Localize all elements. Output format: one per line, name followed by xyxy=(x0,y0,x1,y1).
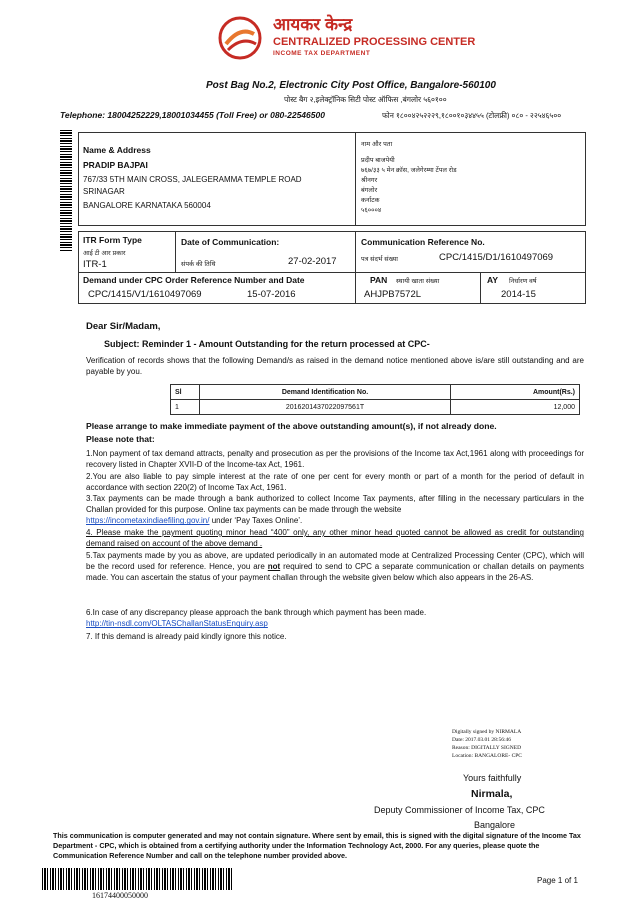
table-header-row xyxy=(171,385,580,400)
vertical-barcode xyxy=(60,130,72,252)
verification-text: Verification of records shows that the following Demand/s as raised in the demand notice mentioned above is/are still outstanding and are payable by you. xyxy=(86,356,584,377)
ay-label: AY xyxy=(487,275,499,285)
taxpayer-name: PRADIP BAJPAI xyxy=(83,160,148,170)
note-4: 4. Please make the payment quoting minor head “400” only, any other minor head quoted cannot be allowed as credit for outstanding demand raised on account of the above demand . xyxy=(86,528,584,549)
note-6-text: 6.In case of any discrepancy please approach the bank through which payment has been made. xyxy=(86,608,427,617)
itr-label-hindi: आई टी आर प्रकार xyxy=(83,250,126,257)
telephone-hindi: फोन १८००४२५२२२९,१८००१०३४४५५ (टोलफ्री) ०८० - २२५४६५०० xyxy=(382,111,562,120)
cpc-address: Post Bag No.2, Electronic City Post Office, Bangalore-560100 xyxy=(206,80,496,91)
logo-hindi-title: आयकर केन्द्र xyxy=(273,15,353,34)
date-box xyxy=(175,231,356,273)
demand-order-box xyxy=(78,272,356,304)
note-5-text-a: 5.Tax payments made by you as above, are updated periodically in an automated mode at Centralized Processing Center (CPC), which will be the record used for reference. Hence, you are xyxy=(86,551,584,572)
address-line-4-hindi: कर्नाटक xyxy=(361,197,380,204)
col-amount-header: Amount(Rs.) xyxy=(451,385,580,400)
page-number: Page 1 of 1 xyxy=(537,876,578,885)
footer-note: This communication is computer generated and may not contain signature. Where sent by email, this is signed with the digital signature of the Income Tax Department - CPC, which is obtained from a certifying authority under the Information Technology Act, 2000. For any queries, please quote the Communication Reference Number and call on the telephone number provided above. xyxy=(53,831,581,860)
comm-ref-box xyxy=(355,231,586,273)
note-3-tail: under ‘Pay Taxes Online’. xyxy=(209,516,303,526)
logo-swirl-icon xyxy=(218,16,262,60)
telephone: Telephone: 18004252229,18001034455 (Toll Free) or 080-22546500 xyxy=(60,110,325,120)
footer-barcode xyxy=(42,868,232,890)
arrange-payment-text: Please arrange to make immediate payment of the above outstanding amount(s), if not already done. xyxy=(86,421,497,431)
digital-sig-line-4: Location: BANGALORE- CPC xyxy=(452,753,522,759)
col-demand-id-header: Demand Identification No. xyxy=(200,385,451,400)
address-line-5-hindi: ५६०००४ xyxy=(361,207,382,214)
closing: Yours faithfully xyxy=(463,773,522,783)
note-5-text-b: required to send to CPC a separate communication or challan details on payments made. You can ascertain the status of your payment challan through the website given below which also appears in the 26-AS. xyxy=(86,562,584,583)
address-line-1: 767/33 5TH MAIN CROSS, JALEGERAMMA TEMPLE ROAD xyxy=(83,175,302,184)
address-line-1-hindi: ७६७/३३ ५ मेन क्रॉस, जलेगेरम्मा टेंपल रोड xyxy=(361,167,457,174)
note-6 xyxy=(86,607,584,629)
comm-ref-label: Communication Reference No. xyxy=(361,237,485,247)
barcode-number: 16174400050000 xyxy=(92,891,148,900)
date-value: 27-02-2017 xyxy=(288,256,337,267)
address-line-3: BANGALORE KARNATAKA 560004 xyxy=(83,201,211,210)
please-note: Please note that: xyxy=(86,434,155,444)
signatory-place: Bangalore xyxy=(474,820,516,830)
note-7: 7. If this demand is already paid kindly ignore this notice. xyxy=(86,632,287,641)
note-5-not: not xyxy=(267,562,281,572)
ay-label-hindi: निर्धारण वर्ष xyxy=(509,278,537,285)
note-3 xyxy=(86,493,584,527)
address-label-hindi: नाम और पता xyxy=(361,141,393,148)
pan-value: AHJPB7572L xyxy=(364,289,422,300)
itr-box xyxy=(78,231,176,273)
demand-table xyxy=(170,384,580,415)
comm-ref-label-hindi: पत्र संदर्भ संख्या xyxy=(361,256,398,263)
logo-dept: INCOME TAX DEPARTMENT xyxy=(273,50,371,57)
digital-sig-line-3: Reason: DIGITALLY SIGNED xyxy=(452,745,522,751)
itr-label: ITR Form Type xyxy=(83,235,142,245)
row-amount: 12,000 xyxy=(451,400,580,415)
cpc-address-hindi: पोस्ट बैग २,इलेक्ट्रॉनिक सिटी पोस्ट ऑफिस ,बंगलोर ५६०१०० xyxy=(284,95,447,104)
signatory-designation: Deputy Commissioner of Income Tax, CPC xyxy=(374,805,545,815)
address-line-2-hindi: श्रीनगर xyxy=(361,177,378,184)
digital-sig-line-1: Digitally signed by NIRMALA xyxy=(452,729,522,735)
logo-org-name: CENTRALIZED PROCESSING CENTER xyxy=(273,36,476,48)
ay-value: 2014-15 xyxy=(501,289,536,300)
row-sl: 1 xyxy=(171,400,200,415)
note-1: 1.Non payment of tax demand attracts, penalty and prosecution as per the provisions of the Income tax Act,1961 along with proceedings for recovery listed in Chapter XVII-D of the Income-tax Act, 1961. xyxy=(86,449,584,470)
signatory-name: Nirmala, xyxy=(471,788,513,800)
note-3-text: 3.Tax payments can be made through a bank authorized to collect Income Tax payments, after filling in the necessary particulars in the Challan provided for this purpose. Online tax payments can be made through the website xyxy=(86,494,584,515)
note-5 xyxy=(86,550,584,584)
address-box-hindi xyxy=(355,132,586,226)
cpc-logo xyxy=(218,12,476,68)
digital-signature xyxy=(452,728,522,760)
date-label-hindi: संपर्क की तिथि xyxy=(181,261,216,268)
digital-sig-line-2: Date: 2017.03.01 28:56:46 xyxy=(452,737,511,743)
demand-order-ref: CPC/1415/V1/1610497069 xyxy=(88,289,202,300)
address-label: Name & Address xyxy=(83,145,151,155)
row-demand-id: 2016201437022097561T xyxy=(200,400,451,415)
taxpayer-name-hindi: प्रदीप बाजपेयी xyxy=(361,157,395,164)
address-line-3-hindi: बंगलोर xyxy=(361,187,378,194)
pan-box xyxy=(355,272,481,304)
demand-order-date: 15-07-2016 xyxy=(247,289,296,300)
table-row xyxy=(171,400,580,415)
ay-box xyxy=(480,272,586,304)
date-label: Date of Communication: xyxy=(181,237,280,247)
pan-label-hindi: स्थायी खाता संख्या xyxy=(396,278,440,285)
address-line-2: SRINAGAR xyxy=(83,187,125,196)
efiling-link[interactable]: https://incometaxindiaefiling.gov.in/ xyxy=(86,516,210,526)
comm-ref-value: CPC/1415/D1/1610497069 xyxy=(439,252,554,263)
oltas-link[interactable]: http://tin-nsdl.com/OLTASChallanStatusEnquiry.asp xyxy=(86,619,268,629)
itr-value: ITR-1 xyxy=(83,259,107,270)
pan-label: PAN xyxy=(370,275,388,285)
salutation: Dear Sir/Madam, xyxy=(86,321,161,332)
demand-order-label: Demand under CPC Order Reference Number and Date xyxy=(83,275,305,285)
subject: Subject: Reminder 1 - Amount Outstanding for the return processed at CPC- xyxy=(104,339,430,349)
address-box xyxy=(78,132,356,226)
note-2: 2.You are also liable to pay simple interest at the rate of one per cent for every month or part of a month for the period of default in accordance with section 220(2) of Income Tax Act, 1961. xyxy=(86,472,584,493)
col-sl-header: Sl xyxy=(171,385,200,400)
